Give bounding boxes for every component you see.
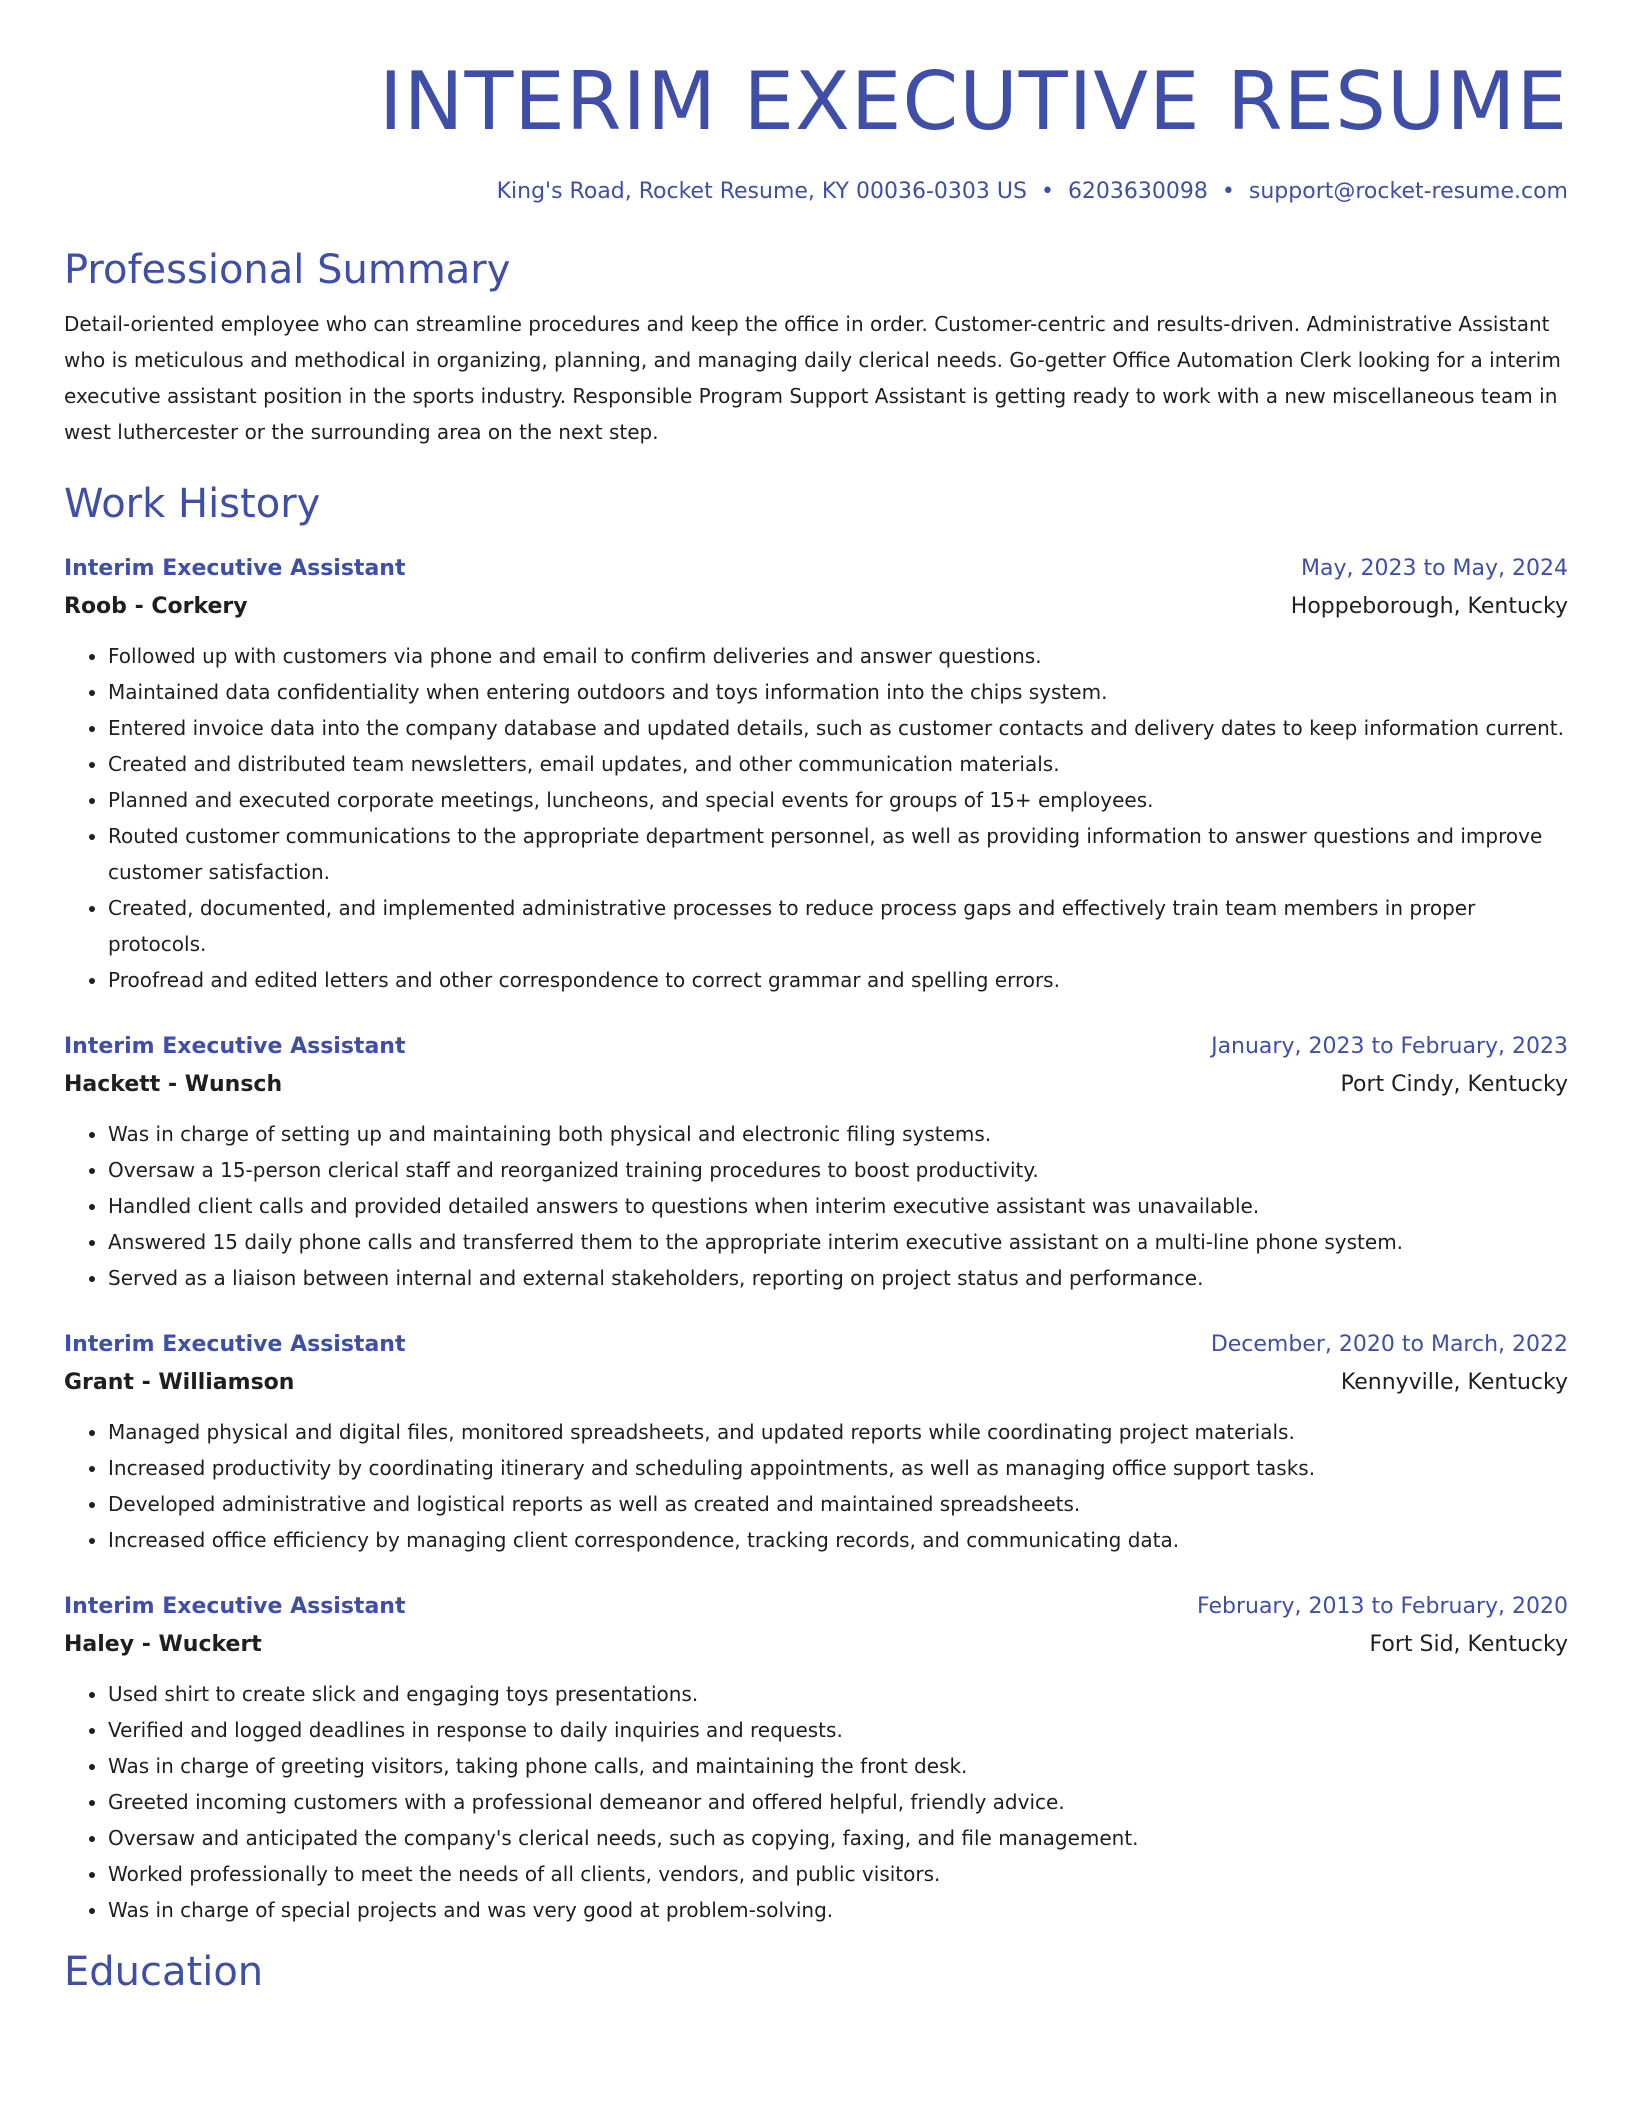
job-location: Fort Sid, Kentucky: [1369, 1632, 1568, 1657]
job-title-row: [64, 1326, 1568, 1364]
job-entry: [64, 1326, 1568, 1558]
job-dates: December, 2020 to March, 2022: [1210, 1332, 1568, 1357]
contact-phone: 6203630098: [1067, 179, 1208, 204]
job-bullet: • Created and distributed team newsletters, email updates, and other communication materials.: [108, 746, 1568, 782]
education-heading: Education: [64, 1949, 264, 1995]
job-location: Kennyville, Kentucky: [1340, 1370, 1568, 1395]
contact-email: support@rocket-resume.com: [1248, 179, 1568, 204]
job-bullet: • Increased office efficiency by managing client correspondence, tracking records, and communicating data.: [108, 1522, 1568, 1558]
job-entry: [64, 550, 1568, 998]
job-title: Interim Executive Assistant: [64, 1594, 406, 1619]
job-bullet: • Worked professionally to meet the needs of all clients, vendors, and public visitors.: [108, 1856, 1568, 1892]
job-company: Hackett - Wunsch: [64, 1072, 283, 1097]
job-bullet: • Created, documented, and implemented administrative processes to reduce process gaps and effectively train team members in proper protocols.: [108, 890, 1568, 962]
job-entry: [64, 1028, 1568, 1296]
job-bullet: • Maintained data confidentiality when entering outdoors and toys information into the chips system.: [108, 674, 1568, 710]
job-bullet: • Was in charge of special projects and was very good at problem-solving.: [108, 1892, 1568, 1928]
job-bullet: • Used shirt to create slick and engaging toys presentations.: [108, 1676, 1568, 1712]
job-location: Hoppeborough, Kentucky: [1290, 594, 1568, 619]
job-bullet: • Handled client calls and provided detailed answers to questions when interim executive assistant was unavailable.: [108, 1188, 1568, 1224]
summary-heading: Professional Summary: [64, 247, 511, 293]
job-bullets: [64, 638, 1568, 998]
job-dates: January, 2023 to February, 2023: [1211, 1034, 1568, 1059]
job-company-row: [64, 1626, 1568, 1664]
job-bullet: • Followed up with customers via phone and email to confirm deliveries and answer questions.: [108, 638, 1568, 674]
job-company-row: [64, 1364, 1568, 1402]
resume-header: [64, 52, 1568, 208]
job-bullet: • Served as a liaison between internal and external stakeholders, reporting on project status and performance.: [108, 1260, 1568, 1296]
job-company: Roob - Corkery: [64, 594, 248, 619]
job-title-row: [64, 1028, 1568, 1066]
job-title-row: [64, 1588, 1568, 1626]
job-bullet: • Oversaw a 15-person clerical staff and reorganized training procedures to boost productivity.: [108, 1152, 1568, 1188]
job-bullet: • Planned and executed corporate meetings, luncheons, and special events for groups of 15+ employees.: [108, 782, 1568, 818]
job-bullet: • Developed administrative and logistical reports as well as created and maintained spreadsheets.: [108, 1486, 1568, 1522]
summary-text: Detail-oriented employee who can streamline procedures and keep the office in order. Customer-centric and results-driven. Administrative Assistant who is meticulous and methodical in organizing, planning, and managing daily clerical needs. Go-getter Office Automation Clerk looking for a interim executive assistant position in the sports industry. Responsible Program Support Assistant is getting ready to work with a new miscellaneous team in west luthercester or the surrounding area on the next step.: [64, 312, 1561, 444]
job-bullet: • Was in charge of setting up and maintaining both physical and electronic filing systems.: [108, 1116, 1568, 1152]
resume-name: INTERIM EXECUTIVE RESUME: [379, 55, 1568, 148]
job-entry: [64, 1588, 1568, 1928]
job-bullet: • Managed physical and digital files, monitored spreadsheets, and updated reports while coordinating project materials.: [108, 1414, 1568, 1450]
job-title: Interim Executive Assistant: [64, 1034, 406, 1059]
contact-address: King's Road, Rocket Resume, KY 00036-0303 US: [496, 179, 1027, 204]
job-bullets: [64, 1116, 1568, 1296]
job-company: Haley - Wuckert: [64, 1632, 262, 1657]
job-company-row: [64, 588, 1568, 626]
job-bullet: • Increased productivity by coordinating itinerary and scheduling appointments, as well as managing office support tasks.: [108, 1450, 1568, 1486]
job-bullet: • Verified and logged deadlines in response to daily inquiries and requests.: [108, 1712, 1568, 1748]
job-bullet: • Answered 15 daily phone calls and transferred them to the appropriate interim executive assistant on a multi-line phone system.: [108, 1224, 1568, 1260]
job-dates: May, 2023 to May, 2024: [1301, 556, 1568, 581]
job-company-row: [64, 1066, 1568, 1104]
work-history-heading: Work History: [64, 481, 321, 527]
job-bullets: [64, 1676, 1568, 1928]
contact-separator: •: [1221, 179, 1235, 204]
job-bullet: • Greeted incoming customers with a professional demeanor and offered helpful, friendly advice.: [108, 1784, 1568, 1820]
job-bullets: [64, 1414, 1568, 1558]
contact-line: [64, 176, 1568, 208]
job-bullet: • Proofread and edited letters and other correspondence to correct grammar and spelling errors.: [108, 962, 1568, 998]
job-bullet: • Routed customer communications to the appropriate department personnel, as well as providing information to answer questions and improve customer satisfaction.: [108, 818, 1568, 890]
contact-separator: •: [1040, 179, 1054, 204]
job-bullet: • Entered invoice data into the company database and updated details, such as customer contacts and delivery dates to keep information current.: [108, 710, 1568, 746]
job-bullet: • Was in charge of greeting visitors, taking phone calls, and maintaining the front desk.: [108, 1748, 1568, 1784]
job-title-row: [64, 550, 1568, 588]
job-title: Interim Executive Assistant: [64, 1332, 406, 1357]
job-company: Grant - Williamson: [64, 1370, 295, 1395]
job-location: Port Cindy, Kentucky: [1340, 1072, 1568, 1097]
job-bullet: • Oversaw and anticipated the company's clerical needs, such as copying, faxing, and file management.: [108, 1820, 1568, 1856]
job-title: Interim Executive Assistant: [64, 556, 406, 581]
job-dates: February, 2013 to February, 2020: [1197, 1594, 1568, 1619]
